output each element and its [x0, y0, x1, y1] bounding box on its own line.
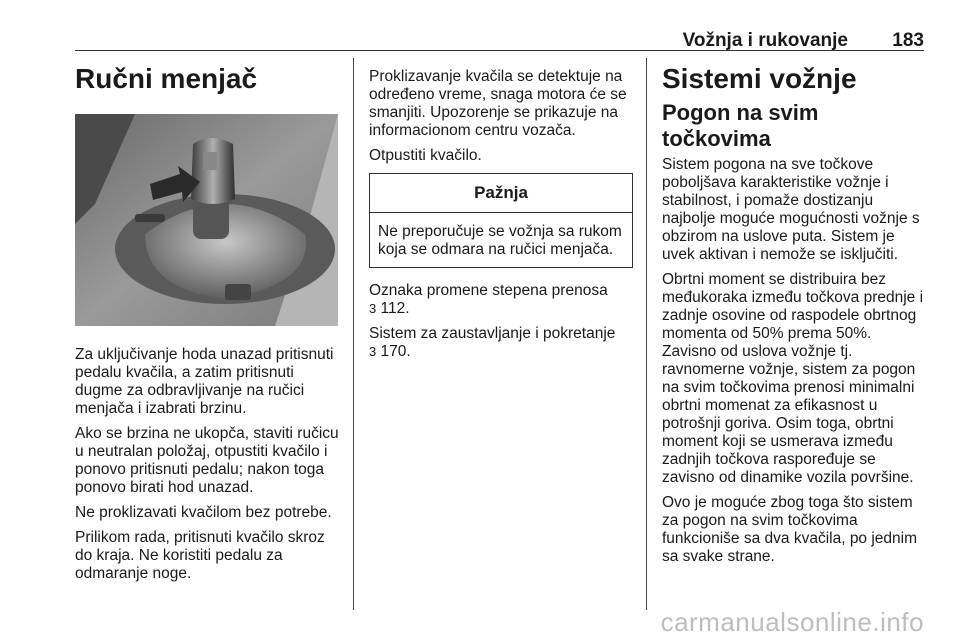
reference-text: Oznaka promene stepena prenosa	[369, 282, 608, 299]
reference-arrow-icon: 3	[369, 344, 377, 359]
page-number: 183	[892, 30, 924, 51]
warning-title: Pažnja	[370, 174, 632, 213]
paragraph: Proklizavanje kvačila se detektuje na određeno vreme, snaga motora će se smanjiti. Upozorenje se prikazuje na informacionom centru vozača.	[369, 68, 627, 139]
section-heading: Sistemi vožnje	[662, 63, 857, 94]
paragraph: Obrtni moment se distribuira bez međukoraka između točkova prednje i zadnje osovine od raspodele obrtnog momenta od 50% prema 50%. Zavisno od uslova vožnje tj. ravnomerne vožnje, sistem za pogon na svim točkovima prenosi minimalni obrtni momenat za efikasnost u potrošnji goriva. Osim toga, obrtni moment koji se usmerava između zadnjih točkova raspoređuje se zavisno od dinamike vozila površine.	[662, 271, 924, 486]
column-divider	[646, 58, 647, 610]
subsection-heading: Pogon na svim točkovima	[662, 100, 819, 151]
cross-reference	[369, 282, 633, 318]
paragraph: Ako se brzina ne ukopča, staviti ručicu u neutralan položaj, otpustiti kvačilo i ponovo pritisnuti pedalu; nakon toga ponovo birati hod unazad.	[75, 425, 339, 496]
watermark: carmanualsonline.info	[660, 607, 924, 637]
reference-page[interactable]: 112.	[380, 300, 410, 317]
column-divider	[353, 58, 354, 610]
gear-shift-lever-photo	[75, 114, 338, 326]
paragraph: Otpustiti kvačilo.	[369, 147, 482, 164]
paragraph: Ne proklizavati kvačilom bez potrebe.	[75, 504, 332, 521]
header-title: Vožnja i rukovanje	[682, 30, 848, 51]
warning-text: Ne preporučuje se vožnja sa rukom koja se odmara na ručici menjača.	[378, 223, 622, 258]
warning-box	[369, 173, 633, 268]
paragraph: Sistem pogona na sve točkove poboljšava karakteristike vožnje i stabilnost, i pomaže dostizanju najbolje moguće mogućnosti vožnje s obzirom na uslove puta. Sistem je uvek aktivan i nemože se isključiti.	[662, 156, 920, 263]
cross-reference	[369, 325, 633, 361]
column-right	[662, 62, 928, 573]
header-rule	[75, 50, 924, 51]
column-left	[75, 62, 341, 590]
paragraph: Ovo je moguće zbog toga što sistem za pogon na svim točkovima funkcioniše sa dva kvačila, po jednim sa svake strane.	[662, 494, 918, 565]
column-middle	[369, 68, 633, 368]
reference-arrow-icon: 3	[369, 301, 377, 316]
paragraph: Prilikom rada, pritisnuti kvačilo skroz do kraja. Ne koristiti pedalu za odmaranje noge.	[75, 529, 325, 582]
paragraph: Za uključivanje hoda unazad pritisnuti pedalu kvačila, a zatim pritisnuti dugme za odbravljivanje na ručici menjača i izabrati brzinu.	[75, 346, 334, 417]
reference-text: Sistem za zaustavljanje i pokretanje	[369, 325, 616, 342]
section-heading: Ručni menjač	[75, 63, 258, 94]
reference-page[interactable]: 170.	[380, 343, 411, 360]
